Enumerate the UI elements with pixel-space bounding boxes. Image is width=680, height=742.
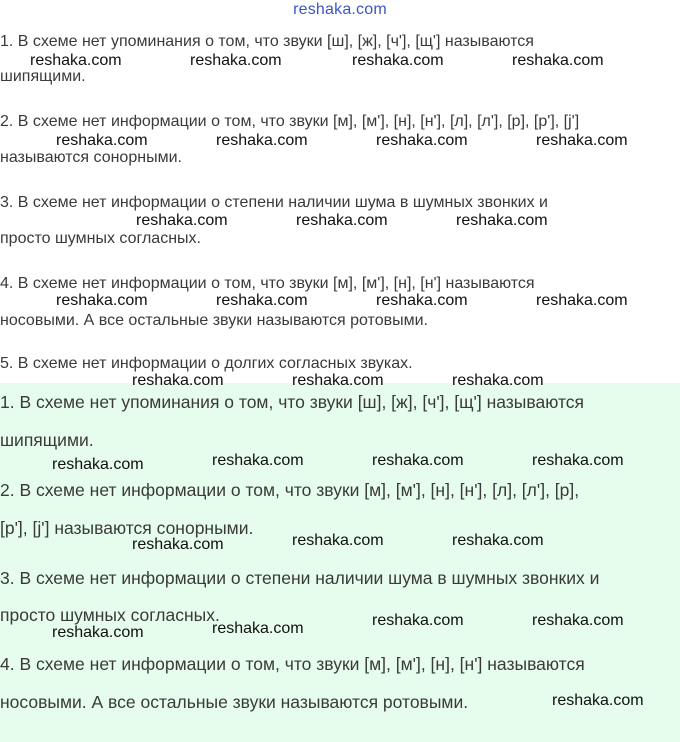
watermark: reshaka.com: [216, 132, 308, 149]
watermark: reshaka.com: [30, 52, 122, 69]
watermark: reshaka.com: [512, 52, 604, 69]
watermark: reshaka.com: [136, 212, 228, 229]
watermark: reshaka.com: [212, 452, 304, 469]
watermark: reshaka.com: [56, 292, 148, 309]
watermark: reshaka.com: [532, 452, 624, 469]
paragraph-3-line-1: 3. В схеме нет информации о степени наличии шума в шумных звонких и: [0, 194, 548, 211]
watermark: reshaka.com: [452, 372, 544, 389]
watermark: reshaka.com: [376, 292, 468, 309]
green-paragraph-3-line-2: просто шумных согласных.: [0, 605, 220, 625]
paragraph-5-line-1: 5. В схеме нет информации о долгих согласных звуках.: [0, 355, 413, 372]
watermark: reshaka.com: [292, 372, 384, 389]
site-title[interactable]: reshaka.com: [293, 1, 387, 18]
paragraph-2-line-2: называются сонорными.: [0, 149, 182, 166]
watermark: reshaka.com: [190, 52, 282, 69]
watermark: reshaka.com: [372, 612, 464, 629]
watermark: reshaka.com: [296, 212, 388, 229]
watermark: reshaka.com: [456, 212, 548, 229]
paragraph-4-line-1: 4. В схеме нет информации о том, что звуки [м], [м'], [н], [н'] называются: [0, 275, 535, 292]
watermark: reshaka.com: [552, 692, 644, 709]
watermark: reshaka.com: [292, 532, 384, 549]
paragraph-1-line-2: шипящими.: [0, 68, 86, 85]
watermark: reshaka.com: [536, 132, 628, 149]
green-paragraph-1-line-1: 1. В схеме нет упоминания о том, что звуки [ш], [ж], [ч'], [щ'] называются: [0, 392, 584, 412]
paragraph-3-line-2: просто шумных согласных.: [0, 230, 201, 247]
green-paragraph-2-line-1: 2. В схеме нет информации о том, что звуки [м], [м'], [н], [н'], [л], [л'], [р],: [0, 480, 580, 500]
watermark: reshaka.com: [132, 536, 224, 553]
watermark: reshaka.com: [536, 292, 628, 309]
paragraph-4-line-2: носовыми. А все остальные звуки называются ротовыми.: [0, 312, 428, 329]
watermark: reshaka.com: [56, 132, 148, 149]
watermark: reshaka.com: [452, 532, 544, 549]
watermark: reshaka.com: [212, 620, 304, 637]
green-paragraph-4-line-1: 4. В схеме нет информации о том, что звуки [м], [м'], [н], [н'] называются: [0, 654, 585, 674]
green-paragraph-2-line-2: [р'], [j'] называются сонорными.: [0, 518, 254, 538]
watermark: reshaka.com: [372, 452, 464, 469]
paragraph-1-line-1: 1. В схеме нет упоминания о том, что звуки [ш], [ж], [ч'], [щ'] называются: [0, 33, 534, 50]
watermark: reshaka.com: [532, 612, 624, 629]
watermark: reshaka.com: [216, 292, 308, 309]
second-answer-block: [0, 383, 680, 742]
watermark: reshaka.com: [52, 456, 144, 473]
paragraph-2-line-1: 2. В схеме нет информации о том, что звуки [м], [м'], [н], [н'], [л], [л'], [р], [р'], [j']: [0, 113, 580, 130]
watermark: reshaka.com: [352, 52, 444, 69]
watermark: reshaka.com: [376, 132, 468, 149]
watermark: reshaka.com: [132, 372, 224, 389]
green-paragraph-4-line-2: носовыми. А все остальные звуки называются ротовыми.: [0, 692, 469, 712]
green-paragraph-1-line-2: шипящими.: [0, 430, 94, 450]
green-paragraph-3-line-1: 3. В схеме нет информации о степени наличии шума в шумных звонких и: [0, 568, 600, 588]
watermark: reshaka.com: [52, 624, 144, 641]
